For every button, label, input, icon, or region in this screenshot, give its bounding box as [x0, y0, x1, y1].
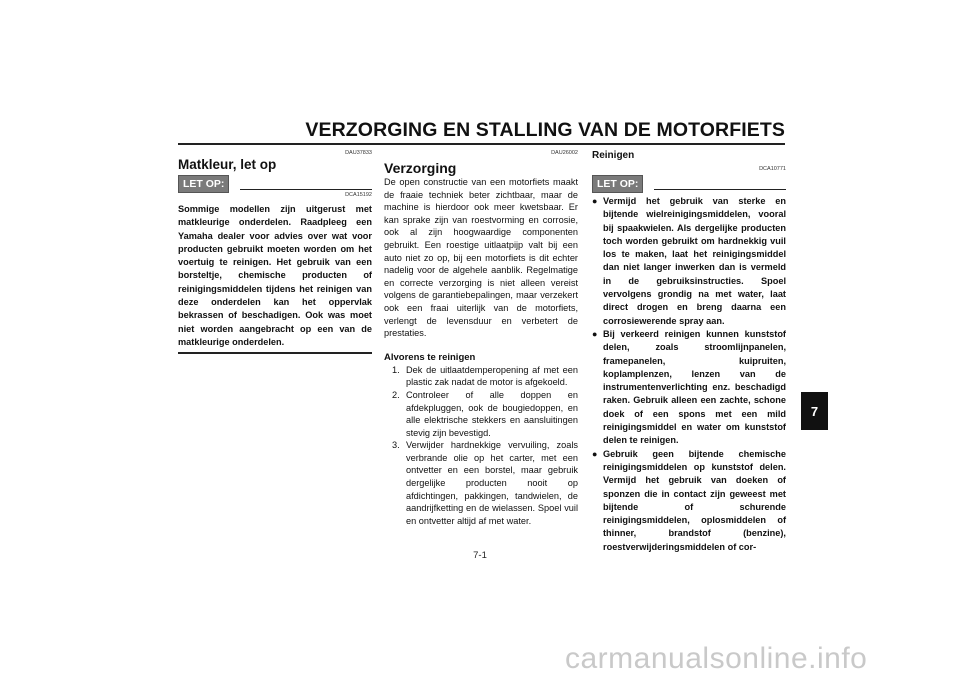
bullet-icon: ● [592, 448, 598, 459]
list-item [384, 364, 578, 389]
section-code: DAU37833 [345, 150, 372, 156]
column-matkleur [178, 150, 372, 354]
section-heading-verzorging: Verzorging [384, 160, 457, 176]
step-number: 1. [392, 364, 400, 375]
subheading-alvorens: Alvorens te reinigen [384, 351, 476, 363]
note-rule [240, 189, 372, 190]
list-item [592, 195, 786, 328]
step-number: 2. [392, 389, 400, 400]
bullet-text: Vermijd het gebruik van sterke en bijtende wielreinigingsmiddelen, vooral bij spaakwielen. Als dergelijke producten toch worden gebruikt om hardnekkig vuil los te maken, laat het reinigingsmiddel dan niet langer inwerken dan is vermeld in de gebruiksinstructies. Spoel vervolgens grondig na met water, laat direct drogen en breng daarna een corrosiewerende spray aan. [603, 196, 786, 326]
steps-list [384, 364, 578, 528]
bullet-text: Bij verkeerd reinigen kunnen kunststof delen, zoals stroomlijnpanelen, framepanelen, kuipruiten, koplamplenzen, lenzen van de instrumentenverlichting enz. beschadigd raken. Gebruik alleen een zachte, schone doek of een spons met een mild reinigingsmiddel en water om kunststof delen te reinigen. [603, 328, 786, 446]
bullet-list [592, 195, 786, 554]
intro-paragraph: De open constructie van een motorfiets maakt de fraaie techniek beter zichtbaar, maar de machine is hierdoor ook meer kwetsbaar. Er kan sprake zijn van roestvorming en corrosie, ook al zijn hoogwaardige componenten gebruikt. Een roestige uitlaatpijp valt bij een auto niet zo op, bij een motorfiets is dit echter nadelig voor de algehele aanblik. Regelmatige en correcte verzorging is niet alleen vereist volgens de garantiebepalingen, maar verzekert ook een fraai uiterlijk van de motorfiets, verlengt de levensduur en verbetert de prestaties. [384, 177, 578, 339]
page-number: 7-1 [473, 550, 487, 561]
step-number: 3. [392, 440, 400, 451]
bullet-icon: ● [592, 328, 598, 339]
watermark: carmanualsonline.info [565, 642, 868, 675]
header-rule [178, 143, 785, 145]
chapter-tab: 7 [801, 392, 828, 430]
list-item [384, 389, 578, 439]
step-text: Controleer of alle doppen en afdekpluggen, ook de bougiedoppen, en alle elektrische stekkers en aansluitingen stevig zijn bevestigd. [406, 389, 578, 438]
step-text: Verwijder hardnekkige vervuiling, zoals verbrande olie op het carter, met een ontvetter en een borstel, maar gebruik dergelijke producten nooit op afdichtingen, pakkingen, tandwielen, de aandrijfketting en de wielassen. Spoel vuil en ontvetter altijd af met water. [406, 440, 578, 526]
list-item [592, 448, 786, 554]
bullet-text: Gebruik geen bijtende chemische reinigingsmiddelen op kunststof delen. Vermijd het gebruik van doeken of sponzen die in contact zijn geweest met bijtende of schurende reinigingsmiddelen, oplosmiddelen of thinner, brandstof (benzine), roestverwijderingsmiddelen of cor- [603, 448, 786, 552]
list-item [384, 439, 578, 527]
note-code: DCA15192 [345, 192, 372, 198]
column-reinigen [592, 150, 786, 554]
section-heading-reinigen: Reinigen [592, 150, 635, 161]
note-code: DCA10771 [759, 166, 786, 172]
bullet-icon: ● [592, 196, 598, 206]
page-title: VERZORGING EN STALLING VAN DE MOTORFIETS [305, 119, 785, 141]
section-code: DAU26002 [551, 150, 578, 156]
note-end-rule [178, 352, 372, 354]
note-label: LET OP: [178, 175, 229, 193]
note-label: LET OP: [592, 175, 643, 193]
column-verzorging [384, 150, 578, 527]
note-text: Sommige modellen zijn uitgerust met matkleurige onderdelen. Raadpleeg een Yamaha dealer voor advies over wat voor producten gebruikt moeten worden om het voertuig te reinigen. Het gebruik van een borsteltje, chemische producten of reinigingsmiddelen tijdens het reinigen van deze onderdelen kan het oppervlak bekrassen of beschadigen. Ook was moet niet worden aangebracht op een van de matkleurige onderdelen. [178, 204, 372, 347]
note-bar [178, 175, 372, 191]
section-heading-matkleur: Matkleur, let op [178, 157, 277, 172]
note-bar [592, 175, 786, 191]
step-text: Dek de uitlaatdemperopening af met een plastic zak nadat de motor is afgekoeld. [406, 364, 578, 388]
note-rule [654, 189, 786, 190]
list-item [592, 328, 786, 448]
